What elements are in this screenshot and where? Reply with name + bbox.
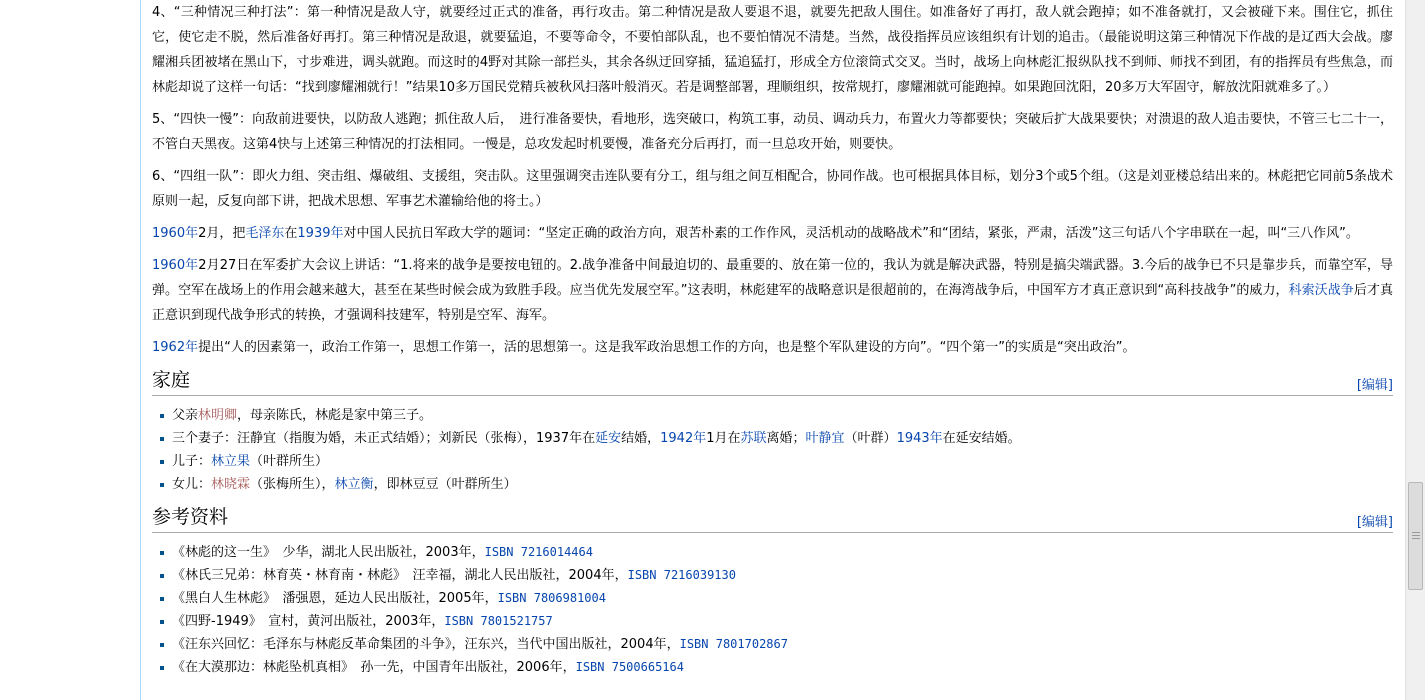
text-run: （叶群）: [844, 431, 897, 446]
wiki-link[interactable]: 1960年: [152, 258, 199, 273]
wiki-link[interactable]: 延安: [595, 431, 622, 446]
article-paragraph: [152, 221, 1393, 246]
text-run: ，母亲陈氏，林彪是家中第三子。: [237, 408, 433, 423]
wiki-link[interactable]: 林明卿: [198, 408, 238, 423]
bullet-icon: [160, 620, 164, 624]
scrollbar-thumb[interactable]: [1408, 482, 1423, 590]
text-run: 离婚；: [766, 431, 806, 446]
wiki-link[interactable]: 苏联: [740, 431, 767, 446]
article-paragraph: [152, 335, 1393, 360]
wiki-link[interactable]: 1960年: [152, 226, 199, 241]
text-run: 《林氏三兄弟：林育英・林育南・林彪》 汪幸福，湖北人民出版社，2004年，: [172, 568, 628, 583]
text-run: （张梅所生），: [250, 477, 335, 492]
text-run: 女儿：: [172, 477, 212, 492]
text-run: 2月，把: [198, 226, 246, 241]
text-run: 4、“三种情况三种打法”：第一种情况是敌人守，就要经过正式的准备，再行攻击。第二种情况是敌人要退不退，就要先把敌人围住。如准备好了再打，敌人就会跑掉；如不准备就打，又会被碰下来。围住它，抓住它，使它走不脱，然后准备好再打。第三种情况是敌退，就要猛追，不要等命令，不要怕部队乱，也不要怕情况不清楚。当然，战役指挥员应该组织有计划的追击。（最能说明这第三种情况下作战的是辽西大会战。廖耀湘兵团被堵在黑山下，寸步难进，调头就跑。而这时的4野对其除一部拦头，其余各纵迂回穿插，猛追猛打，形成全方位滚筒式交叉。当时，战场上向林彪汇报纵队找不到师、师找不到团，有的指挥员有些焦急，而林彪却说了这样一句话：“找到廖耀湘就行！”结果10多万国民党精兵被秋风扫落叶般消灭。若是调整部署，理顺组织，按常规打，廖耀湘就可能跑掉。如果跑回沈阳，20多万大军固守，解放沈阳就难多了。）: [152, 5, 1393, 95]
list-item: [160, 564, 1393, 587]
vertical-scrollbar[interactable]: [1405, 0, 1425, 700]
text-run: 父亲: [172, 408, 199, 423]
bullet-icon: [160, 483, 164, 487]
bullet-icon: [160, 597, 164, 601]
grip-line: [1412, 538, 1420, 539]
wiki-link[interactable]: 林立果: [211, 454, 251, 469]
wiki-link[interactable]: 1962年: [152, 340, 199, 355]
text-run: 2月27日在军委扩大会议上讲话：“1.将来的战争是要按电钮的。2.战争准备中间最迫切的、最重要的、放在第一位的，我认为就是解决武器，特别是搞尖端武器。3.今后的战争已不只是靠步兵，而靠空军，导弹。空军在战场上的作用会越来越大，甚至在某些时候会成为致胜手段。应当优先发展空军。”这表明，林彪建军的战略意识是很超前的，在海湾战争后，中国军方才真正意识到“高科技战争”的威力，: [152, 258, 1393, 298]
text-run: 结婚，: [621, 431, 661, 446]
wiki-link[interactable]: 科索沃战争: [1288, 283, 1354, 298]
text-run: 三个妻子：汪静宜（指腹为婚，未正式结婚）；刘新民（张梅），1937年在: [172, 431, 596, 446]
edit-section-family: [1357, 374, 1393, 393]
list-item: [160, 587, 1393, 610]
bullet-icon: [160, 643, 164, 647]
text-run: 在延安结婚。: [942, 431, 1021, 446]
article-body: [152, 0, 1393, 360]
section-heading-family: [152, 367, 1393, 396]
wiki-link[interactable]: 林晓霖: [211, 477, 251, 492]
wiki-link[interactable]: 1939年: [297, 226, 344, 241]
list-item: [160, 450, 1393, 473]
text-run: 儿子：: [172, 454, 212, 469]
isbn-link[interactable]: ISBN 7806981004: [497, 591, 606, 605]
edit-link-references[interactable]: [编辑]: [1356, 515, 1393, 530]
article-paragraph: [152, 164, 1393, 214]
bullet-icon: [160, 460, 164, 464]
list-item: [160, 610, 1393, 633]
wiki-link[interactable]: 1942年: [660, 431, 707, 446]
isbn-link[interactable]: ISBN 7216039130: [627, 568, 736, 582]
edit-link-family[interactable]: [编辑]: [1356, 378, 1393, 393]
isbn-link[interactable]: ISBN 7801702867: [679, 637, 788, 651]
section-title-family: 家庭: [152, 369, 191, 391]
article-content: [140, 0, 1405, 700]
list-item: [160, 633, 1393, 656]
bullet-icon: [160, 437, 164, 441]
family-list: [152, 404, 1393, 496]
wiki-link[interactable]: 叶静宜: [805, 431, 845, 446]
list-item: [160, 541, 1393, 564]
text-run: 5、“四快一慢”：向敌前进要快，以防敌人逃跑；抓住敌人后， 进行准备要快，看地形，选突破口，构筑工事，动员、调动兵力，布置火力等都要快；突破后扩大战果要快；对溃退的敌人追击要快，不管三七二十一，不管白天黑夜。这第4快与上述第三种情况的打法相同。一慢是，总攻发起时机要慢，准备充分后再打，而一旦总攻开始，则要快。: [152, 112, 1393, 152]
references-list: [152, 541, 1393, 679]
isbn-link[interactable]: ISBN 7216014464: [484, 545, 593, 559]
grip-line: [1412, 532, 1420, 533]
text-run: （叶群所生）: [250, 454, 329, 469]
list-item: [160, 473, 1393, 496]
text-run: 《在大漠那边：林彪坠机真相》 孙一先，中国青年出版社，2006年，: [172, 660, 576, 675]
bullet-icon: [160, 551, 164, 555]
bullet-icon: [160, 666, 164, 670]
section-title-references: 参考资料: [152, 506, 229, 528]
bullet-icon: [160, 574, 164, 578]
text-run: 在: [284, 226, 298, 241]
text-run: 1月在: [706, 431, 741, 446]
text-run: 《林彪的这一生》 少华，湖北人民出版社，2003年，: [172, 545, 485, 560]
wiki-link[interactable]: 毛泽东: [245, 226, 285, 241]
text-run: 后才真正意识到现代战争形式的转换，才强调科技建军，特别是空军、海军。: [152, 283, 1393, 323]
section-heading-references: [152, 504, 1393, 533]
edit-section-references: [1357, 511, 1393, 530]
text-run: 6、“四组一队”：即火力组、突击组、爆破组、支援组，突击队。这里强调突击连队要有分工，组与组之间互相配合，协同作战。也可根据具体目标，划分3个或5个组。（这是刘亚楼总结出来的。林彪把它同前5条战术原则一起，反复向部下讲，把战术思想、军事艺术灌输给他的将士。）: [152, 169, 1393, 209]
text-run: 《黑白人生林彪》 潘强恩，延边人民出版社，2005年，: [172, 591, 498, 606]
text-run: 《四野-1949》 宣村，黄河出版社，2003年，: [172, 614, 445, 629]
wiki-link[interactable]: 1943年: [896, 431, 943, 446]
article-paragraph: [152, 107, 1393, 157]
list-item: [160, 427, 1393, 450]
text-run: 对中国人民抗日军政大学的题词：“坚定正确的政治方向，艰苦朴素的工作作风，灵活机动的战略战术”和“团结，紧张，严肃，活泼”这三句话八个字串联在一起，叫“三八作风”。: [343, 226, 1359, 241]
grip-line: [1412, 535, 1420, 536]
wiki-link[interactable]: 林立衡: [334, 477, 374, 492]
isbn-link[interactable]: ISBN 7801521757: [444, 614, 553, 628]
left-sidebar-area: [0, 0, 140, 700]
list-item: [160, 656, 1393, 679]
article-paragraph: [152, 253, 1393, 328]
text-run: 《汪东兴回忆：毛泽东与林彪反革命集团的斗争》，汪东兴，当代中国出版社，2004年，: [172, 637, 680, 652]
text-run: 提出“人的因素第一，政治工作第一，思想工作第一，活的思想第一。这是我军政治思想工作的方向，也是整个军队建设的方向”。“四个第一”的实质是“突出政治”。: [198, 340, 1136, 355]
article-paragraph: [152, 0, 1393, 100]
text-run: ，即林豆豆（叶群所生）: [373, 477, 517, 492]
bullet-icon: [160, 414, 164, 418]
list-item: [160, 404, 1393, 427]
isbn-link[interactable]: ISBN 7500665164: [575, 660, 684, 674]
